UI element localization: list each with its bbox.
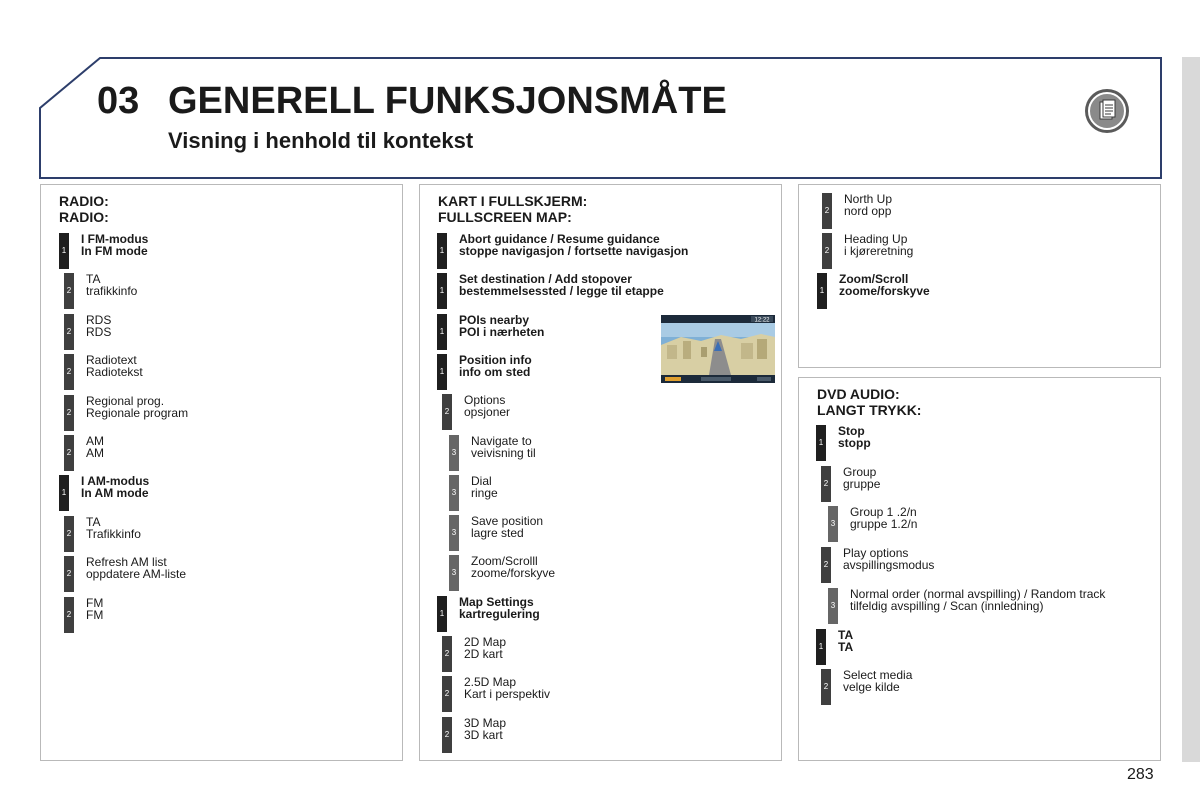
level-badge: 3: [449, 435, 459, 471]
menu-item-label-en: Group: [843, 465, 877, 479]
menu-item-label-en: Radiotext: [86, 353, 137, 367]
level-badge: 2: [64, 314, 74, 350]
menu-item-label-no: gruppe: [843, 477, 881, 491]
menu-item-label-no: i kjøreretning: [844, 244, 914, 258]
menu-item-text: [81, 475, 149, 499]
menu-item-text: [471, 475, 498, 499]
menu-item-label-en: Stop: [838, 424, 865, 438]
menu-item-text: [459, 354, 532, 378]
radio-panel: [40, 184, 403, 761]
menu-item-label-no: stopp: [838, 436, 871, 450]
menu-item-label-en: Navigate to: [471, 434, 532, 448]
menu-item-label-en: 3D Map: [464, 716, 507, 730]
menu-item-label-no: Kart i perspektiv: [464, 687, 551, 701]
level-badge: 1: [437, 233, 447, 269]
menu-item-text: [86, 597, 103, 621]
level-badge: 2: [442, 636, 452, 672]
level-badge: 2: [64, 516, 74, 552]
menu-item-label-no: AM: [86, 446, 104, 460]
menu-item-label-no: TA: [838, 640, 854, 654]
menu-item-text: [86, 556, 186, 580]
menu-item-text: [838, 425, 871, 449]
menu-item-text: [81, 233, 148, 257]
level-badge: 1: [816, 425, 826, 461]
menu-item-text: [843, 466, 880, 490]
radio-heading: [59, 193, 109, 225]
chapter-number: 03: [97, 80, 140, 122]
menu-item-label-no: nord opp: [844, 204, 892, 218]
menu-item-label-no: veivisning til: [471, 446, 536, 460]
menu-item-label-en: Zoom/Scroll: [839, 272, 909, 286]
menu-item-text: [464, 717, 506, 741]
level-badge: 2: [64, 435, 74, 471]
menu-item-label-no: FM: [86, 608, 104, 622]
menu-item-text: [86, 354, 143, 378]
level-badge: 2: [442, 717, 452, 753]
menu-item-text: [471, 435, 536, 459]
menu-item-label-en: Zoom/Scrolll: [471, 554, 538, 568]
menu-item-text: [850, 506, 917, 530]
menu-item-label-no: info om sted: [459, 365, 531, 379]
dvd-heading-line2: LANGT TRYKK:: [817, 402, 922, 418]
menu-item-text: [844, 233, 913, 257]
menu-item-label-en: Refresh AM list: [86, 555, 167, 569]
level-badge: 1: [437, 354, 447, 390]
menu-item-label-en: RDS: [86, 313, 112, 327]
menu-item-label-en: Group 1 .2/n: [850, 505, 917, 519]
level-badge: 2: [64, 556, 74, 592]
level-badge: 2: [821, 669, 831, 705]
menu-item-label-en: Map Settings: [459, 595, 534, 609]
level-badge: 2: [821, 466, 831, 502]
side-bar: [1182, 57, 1200, 762]
level-badge: 2: [442, 394, 452, 430]
menu-item-label-no: stoppe navigasjon / fortsette navigasjon: [459, 244, 689, 258]
menu-item-label-en: Set destination / Add stopover: [459, 272, 632, 286]
menu-item-text: [464, 394, 510, 418]
menu-item-label-no: oppdatere AM-liste: [86, 567, 187, 581]
menu-item-label-no: Trafikkinfo: [86, 527, 141, 541]
level-badge: 1: [59, 233, 69, 269]
menu-item-label-no: trafikkinfo: [86, 284, 138, 298]
menu-item-text: [843, 669, 912, 693]
level-badge: 1: [437, 273, 447, 309]
dvd-heading: [817, 386, 921, 418]
menu-item-text: [459, 273, 664, 297]
level-badge: 3: [828, 506, 838, 542]
menu-item-label-no: bestemmelsessted / legge til etappe: [459, 284, 664, 298]
menu-item-label-en: Options: [464, 393, 506, 407]
menu-item-label-en: Save position: [471, 514, 544, 528]
menu-item-text: [86, 273, 137, 297]
menu-item-label-no: POI i nærheten: [459, 325, 545, 339]
level-badge: 1: [59, 475, 69, 511]
menu-item-label-no: zoome/forskyve: [839, 284, 930, 298]
menu-item-label-no: opsjoner: [464, 405, 511, 419]
chapter-subtitle: Visning i henhold til kontekst: [168, 128, 474, 153]
level-badge: 3: [449, 555, 459, 591]
menu-item-text: [86, 516, 141, 540]
menu-item-label-en: Heading Up: [844, 232, 908, 246]
level-badge: 1: [816, 629, 826, 665]
menu-item-text: [464, 636, 506, 660]
menu-item-label-no: lagre sted: [471, 526, 524, 540]
level-badge: 2: [64, 395, 74, 431]
menu-item-label-en: Normal order (normal avspilling) / Random track: [850, 587, 1106, 601]
map-heading: [438, 193, 587, 225]
level-badge: 2: [821, 547, 831, 583]
menu-item-label-en: FM: [86, 596, 104, 610]
level-badge: 3: [449, 515, 459, 551]
level-badge: 1: [437, 596, 447, 632]
menu-item-label-no: kartregulering: [459, 607, 540, 621]
menu-item-label-en: Dial: [471, 474, 492, 488]
menu-item-label-no: RDS: [86, 325, 112, 339]
menu-item-label-en: 2.5D Map: [464, 675, 517, 689]
menu-item-label-no: In AM mode: [81, 486, 149, 500]
level-badge: 1: [437, 314, 447, 350]
menu-item-label-en: POIs nearby: [459, 313, 530, 327]
menu-item-label-en: AM: [86, 434, 104, 448]
dvd-heading-line1: DVD AUDIO:: [817, 386, 900, 402]
menu-item-text: [86, 395, 188, 419]
map-screenshot: [661, 315, 775, 383]
level-badge: 3: [828, 588, 838, 624]
menu-item-label-en: Regional prog.: [86, 394, 165, 408]
menu-item-label-no: zoome/forskyve: [471, 566, 556, 580]
menu-item-text: [464, 676, 550, 700]
level-badge: 2: [64, 273, 74, 309]
menu-item-label-no: velge kilde: [843, 680, 900, 694]
menu-item-label-en: TA: [86, 272, 101, 286]
menu-item-text: [850, 588, 1105, 612]
menu-item-text: [844, 193, 892, 217]
menu-item-text: [471, 555, 555, 579]
menu-item-label-en: I AM-modus: [81, 474, 150, 488]
menu-item-label-no: Radiotekst: [86, 365, 143, 379]
level-badge: 1: [817, 273, 827, 309]
chapter-title: GENERELL FUNKSJONSMÅTE: [168, 80, 727, 122]
menu-item-text: [471, 515, 543, 539]
menu-item-label-en: Select media: [843, 668, 913, 682]
menu-item-label-no: Regionale program: [86, 406, 189, 420]
map-heading-line2: FULLSCREEN MAP:: [438, 209, 572, 225]
level-badge: 2: [442, 676, 452, 712]
menu-item-label-en: 2D Map: [464, 635, 507, 649]
map-clock: 12:22: [754, 317, 770, 324]
menu-item-text: [459, 233, 688, 257]
menu-item-text: [843, 547, 934, 571]
radio-heading-line1: RADIO:: [59, 193, 109, 209]
menu-item-label-en: TA: [838, 628, 854, 642]
menu-item-text: [459, 314, 544, 338]
menu-item-label-en: North Up: [844, 192, 893, 206]
menu-item-label-en: I FM-modus: [81, 232, 149, 246]
menu-item-label-en: Play options: [843, 546, 909, 560]
radio-heading-line2: RADIO:: [59, 209, 109, 225]
document-icon: [1084, 88, 1130, 134]
menu-item-label-no: In FM mode: [81, 244, 148, 258]
menu-item-label-no: avspillingsmodus: [843, 558, 935, 572]
map-heading-line1: KART I FULLSKJERM:: [438, 193, 588, 209]
level-badge: 2: [64, 354, 74, 390]
menu-item-text: [459, 596, 540, 620]
level-badge: 2: [64, 597, 74, 633]
menu-item-label-en: TA: [86, 515, 101, 529]
menu-item-text: [839, 273, 930, 297]
menu-item-label-no: 3D kart: [464, 728, 503, 742]
menu-item-label-no: tilfeldig avspilling / Scan (innledning): [850, 599, 1044, 613]
menu-item-label-en: Position info: [459, 353, 532, 367]
level-badge: 2: [822, 193, 832, 229]
level-badge: 3: [449, 475, 459, 511]
menu-item-label-en: Abort guidance / Resume guidance: [459, 232, 660, 246]
menu-item-label-no: 2D kart: [464, 647, 503, 661]
menu-item-text: [86, 314, 111, 338]
menu-item-text: [86, 435, 104, 459]
menu-item-text: [838, 629, 853, 653]
level-badge: 2: [822, 233, 832, 269]
menu-item-label-no: gruppe 1.2/n: [850, 517, 918, 531]
menu-item-label-no: ringe: [471, 486, 498, 500]
page-number: 283: [1127, 766, 1154, 783]
